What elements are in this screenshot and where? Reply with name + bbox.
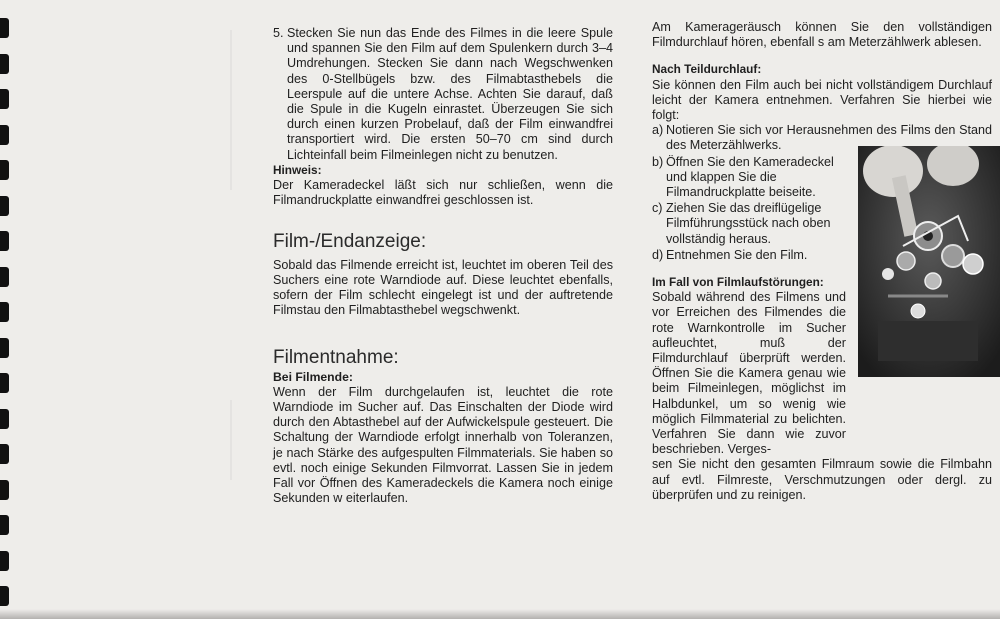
binding-ring bbox=[0, 515, 9, 535]
hinweis-label: Hinweis: bbox=[273, 162, 322, 177]
film-end-heading: Film-/Endanzeige: bbox=[273, 231, 427, 253]
film-removal-text: Wenn der Film durchgelaufen ist, leuchtet die rote Warndiode im Sucher auf. Das Einschalten der Diode wird durch den Abtasthebel auf der Aufwickelspule gesteuert. Die Schaltung der Warndiode erfolgt innerhalb von Toleranzen, je nach Stärke des aufgespulten Filmmaterials. Sie haben so evtl. noch einige Sekunden Filmvorrat. Lassen Sie in jedem Fall vor Öffnen des Kameradeckels die Kamera noch einige Sekunden w eiterlaufen. bbox=[273, 384, 613, 506]
binding-ring bbox=[0, 54, 9, 74]
partial-run-heading: Nach Teildurchlauf: bbox=[652, 62, 762, 77]
binding-ring bbox=[0, 18, 9, 38]
intro-text: Am Kamerageräusch können Sie den vollständigen Filmdurchlauf hören, ebenfall s am Meterzählwerk ablesen. bbox=[652, 20, 992, 50]
list-item-c bbox=[652, 201, 846, 247]
binding-ring bbox=[0, 160, 9, 180]
binding-ring bbox=[0, 480, 9, 500]
binding-ring bbox=[0, 551, 9, 571]
binding-ring bbox=[0, 338, 9, 358]
hinweis-text: Der Kameradeckel läßt sich nur schließen, wenn die Filmandruckplatte einwandfrei geschlossen ist. bbox=[273, 178, 613, 208]
binding-ring bbox=[0, 125, 9, 145]
fault-heading: Im Fall von Filmlaufstörungen: bbox=[652, 275, 824, 290]
instruction-step-5 bbox=[273, 26, 613, 163]
list-label: d) bbox=[652, 247, 664, 262]
film-end-text: Sobald das Filmende erreicht ist, leuchtet im oberen Teil des Suchers eine rote Warndiode auf. Diese leuchtet ebenfalls, sofern der Film schlecht eingelegt ist und der auftretende Filmstau den Filmabtasthebel wegschwenkt. bbox=[273, 257, 613, 318]
partial-run-text: Sie können den Film auch bei nicht vollständigem Durchlauf leicht der Kamera entnehmen. Verfahren Sie hierbei wie folgt: bbox=[652, 77, 992, 123]
list-label: b) bbox=[652, 154, 664, 169]
step-number: 5. bbox=[273, 26, 284, 40]
page-edge-shadow bbox=[0, 609, 1000, 619]
film-end-subheading: Bei Filmende: bbox=[273, 369, 353, 384]
binding-ring bbox=[0, 302, 9, 322]
binding-ring bbox=[0, 373, 9, 393]
binding-ring bbox=[0, 444, 9, 464]
photo-illustration bbox=[858, 146, 1000, 377]
bleed-through-texture bbox=[230, 30, 272, 190]
camera-film-path-photo bbox=[858, 146, 1000, 377]
binding-ring bbox=[0, 586, 9, 606]
binding-ring bbox=[0, 267, 9, 287]
list-text: Entnehmen Sie den Film. bbox=[666, 247, 808, 262]
left-column bbox=[273, 26, 613, 506]
step-text: Stecken Sie nun das Ende des Filmes in die leere Spule und spannen Sie den Film auf dem Spulenkern durch 3–4 Umdrehungen. Stecken Sie dann nach Wegschwenken des 0-Stellbügels bzw. des Filmabtasthebels die Leerspule auf die untere Achse. Achten Sie darauf, daß die Spule in die Kugeln einrastet. Überzeugen Sie sich durch einen kurzen Probelauf, daß der Film einwandfrei transportiert wird. Die ersten 50–70 cm sind durch Lichteinfall beim Filmeinlegen nicht zu benutzen. bbox=[287, 26, 613, 162]
binding-ring bbox=[0, 89, 9, 109]
spiral-binding bbox=[0, 0, 14, 619]
list-text: Öffnen Sie den Kameradeckel und klappen Sie die Filmandruckplatte beiseite. bbox=[666, 154, 834, 200]
list-label: c) bbox=[652, 201, 663, 216]
binding-ring bbox=[0, 231, 9, 251]
film-removal-heading: Filmentnahme: bbox=[273, 347, 399, 369]
list-item-b bbox=[652, 155, 846, 201]
list-label: a) bbox=[652, 123, 664, 138]
bleed-through-texture bbox=[230, 400, 272, 480]
fault-text-wide: sen Sie nicht den gesamten Filmraum sowie die Filmbahn auf evtl. Filmreste, Verschmutzungen oder dergl. zu überprüfen und zu reinigen. bbox=[652, 457, 992, 502]
fault-text-narrow: Sobald während des Filmens und vor Erreichen des Filmendes die rote Warnkontrolle im Sucher aufleuchtet, muß der Filmdurchlauf überprüft werden. Öffnen Sie die Kamera genau wie beim Filmeinlegen, möglichst im Halbdunkel, um so wenig wie möglich Filmmaterial zu belichten. Verfahren Sie dann wie zuvor beschrieben. Verges- bbox=[652, 290, 846, 457]
list-text: Notieren Sie sich vor Herausnehmen des Films den Stand des Meterzählwerks. bbox=[666, 123, 992, 153]
list-text: Ziehen Sie das dreiflügelige Filmführungsstück nach oben vollständig heraus. bbox=[666, 201, 831, 246]
binding-ring bbox=[0, 196, 9, 216]
list-item-d bbox=[652, 248, 846, 263]
binding-ring bbox=[0, 409, 9, 429]
